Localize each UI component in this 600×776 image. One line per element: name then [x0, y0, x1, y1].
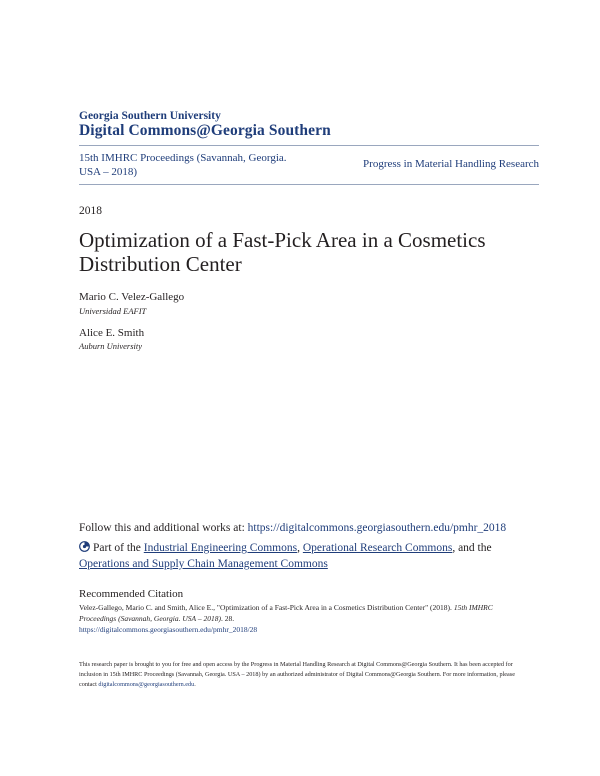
- footer-text: This research paper is brought to you for free and open access by the Progress in Material Handling Research at Digital Commons@Georgia Southern. It has been accepted for inclusion in 15th IMHRC Proceedings (Savannah, Georgia. USA – 2018) by an authorized administrator of Digital Commons@Georgia Southern. For more information, please contact: [79, 661, 515, 688]
- follow-prefix: Follow this and additional works at:: [79, 522, 248, 534]
- part-of-prefix: Part of the: [93, 542, 144, 554]
- network-commons-icon: [79, 541, 90, 552]
- footer-end: .: [194, 681, 196, 688]
- citation-body: [79, 602, 524, 635]
- series-left-link[interactable]: 15th IMHRC Proceedings (Savannah, Georgia. USA – 2018): [79, 152, 287, 178]
- author-name: Mario C. Velez-Gallego: [79, 291, 185, 303]
- commons-link-operational-research[interactable]: Operational Research Commons: [302, 542, 453, 554]
- citation-number: . 28.: [221, 614, 235, 623]
- commons-link-operations-supply-chain[interactable]: Operations and Supply Chain Management Commons: [79, 558, 328, 570]
- header-divider-top: [79, 145, 539, 146]
- citation-url[interactable]: https://digitalcommons.georgiasouthern.edu/pmhr_2018/28: [79, 625, 258, 634]
- part-of-line: [79, 540, 519, 572]
- follow-link[interactable]: https://digitalcommons.georgiasouthern.edu/pmhr_2018: [247, 522, 507, 534]
- citation-heading: Recommended Citation: [79, 588, 184, 600]
- series-right-link[interactable]: Progress in Material Handling Research: [363, 158, 539, 170]
- author-affiliation: Universidad EAFIT: [79, 306, 147, 316]
- author-affiliation: Auburn University: [79, 341, 143, 351]
- contact-email-link[interactable]: digitalcommons@georgiasouthern.edu: [98, 681, 195, 688]
- follow-line: [79, 522, 506, 534]
- header-divider-bottom: [79, 184, 539, 185]
- part-of-separator: , and the: [452, 542, 492, 554]
- citation-text: Velez-Gallego, Mario C. and Smith, Alice E., "Optimization of a Fast-Pick Area in a Cosmetics Distribution Center" (2018).: [79, 603, 454, 612]
- access-footer: [79, 660, 524, 690]
- author-name: Alice E. Smith: [79, 327, 145, 339]
- commons-link-industrial-engineering[interactable]: Industrial Engineering Commons: [143, 542, 298, 554]
- citation-venue: 15th IMHRC Proceedings (Savannah, Georgia. USA – 2018): [79, 603, 493, 623]
- paper-title: Optimization of a Fast-Pick Area in a Cosmetics Distribution Center: [79, 228, 486, 276]
- part-of-separator: ,: [297, 542, 303, 554]
- university-name: Georgia Southern University: [79, 110, 221, 122]
- repository-name[interactable]: Digital Commons@Georgia Southern: [79, 122, 331, 139]
- publication-year: 2018: [79, 205, 102, 217]
